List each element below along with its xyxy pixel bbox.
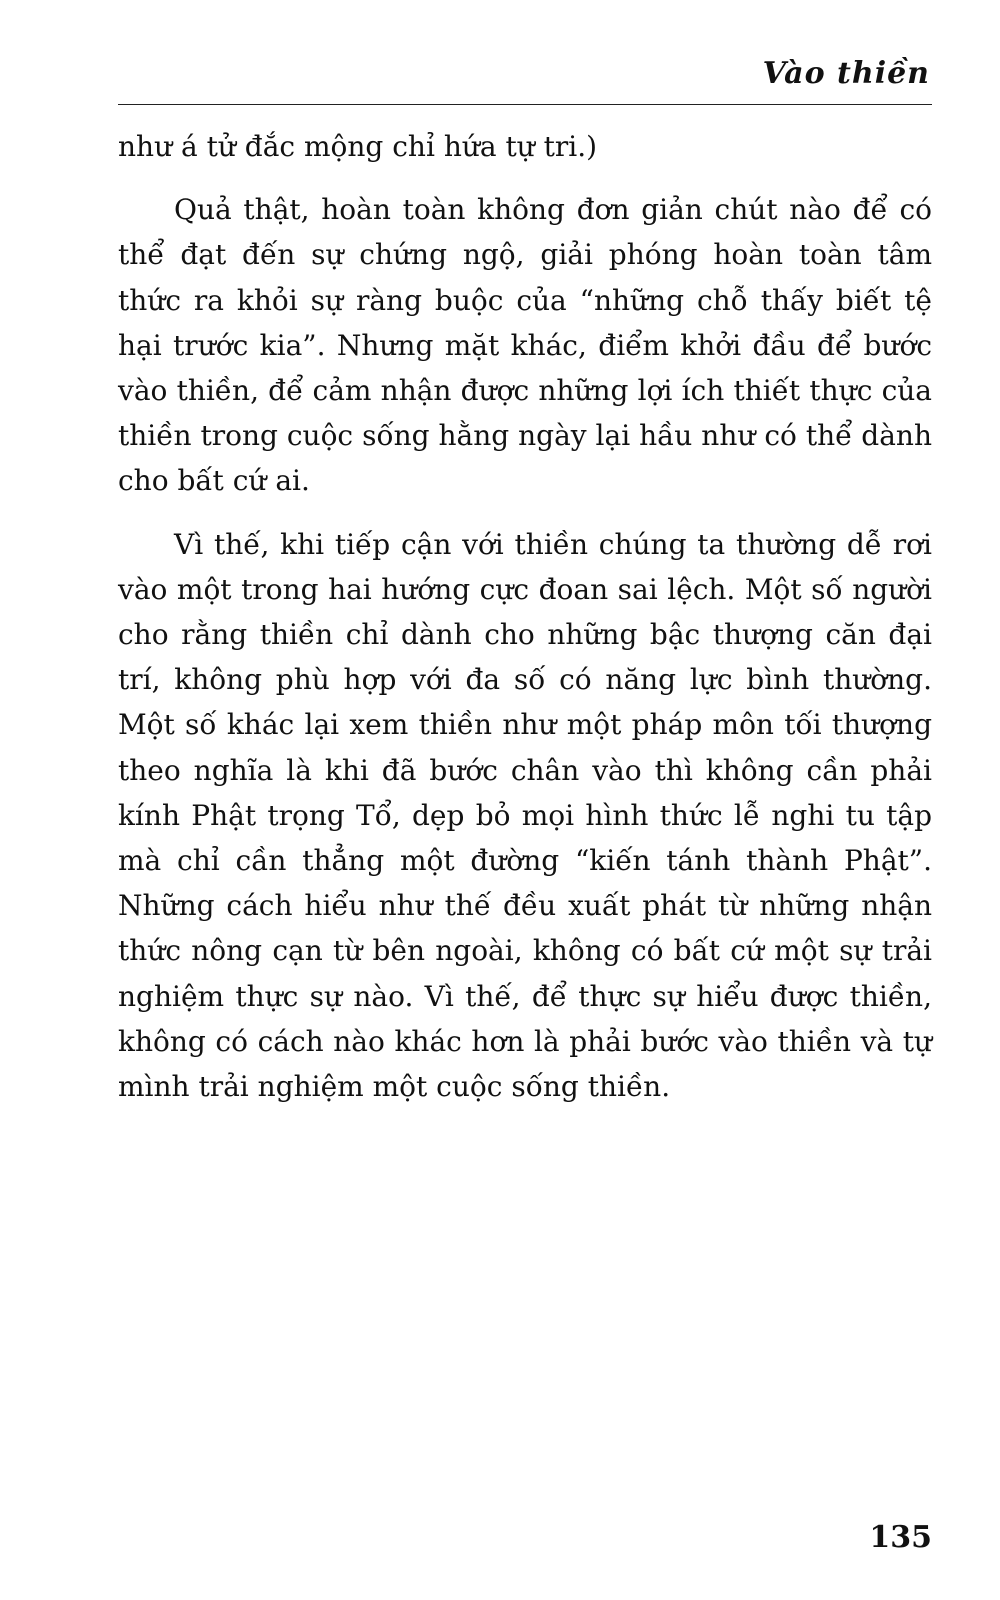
paragraph: Vì thế, khi tiếp cận với thiền chúng ta thường dễ rơi vào một trong hai hướng cực đoan sai lệch. Một số người cho rằng thiền chỉ dành cho những bậc thượng căn đại trí, không phù hợp với đa số có năng lực bình thường. Một số khác lại xem thiền như một pháp môn tối thượng theo nghĩa là khi đã bước chân vào thì không cần phải kính Phật trọng Tổ, dẹp bỏ mọi hình thức lễ nghi tu tập mà chỉ cần thẳng một đường “kiến tánh thành Phật”. Những cách hiểu như thế đều xuất phát từ những nhận thức nông cạn từ bên ngoài, không có bất cứ một sự trải nghiệm thực sự nào. Vì thế, để thực sự hiểu được thiền, không có cách nào khác hơn là phải bước vào thiền và tự mình trải nghiệm một cuộc sống thiền. <box>118 527 932 1104</box>
running-header <box>118 52 932 105</box>
page-number: 135 <box>869 1520 932 1555</box>
paragraph: Quả thật, hoàn toàn không đơn giản chút nào để có thể đạt đến sự chứng ngộ, giải phóng hoàn toàn tâm thức ra khỏi sự ràng buộc của “những chỗ thấy biết tệ hại trước kia”. Nhưng mặt khác, điểm khởi đầu để bước vào thiền, để cảm nhận được những lợi ích thiết thực của thiền trong cuộc sống hằng ngày lại hầu như có thể dành cho bất cứ ai. <box>118 193 932 498</box>
running-header-title: Vào thiền <box>762 56 930 91</box>
paragraph-continuation: như á tử đắc mộng chỉ hứa tự tri.) <box>118 130 598 163</box>
body-text <box>118 124 932 1127</box>
